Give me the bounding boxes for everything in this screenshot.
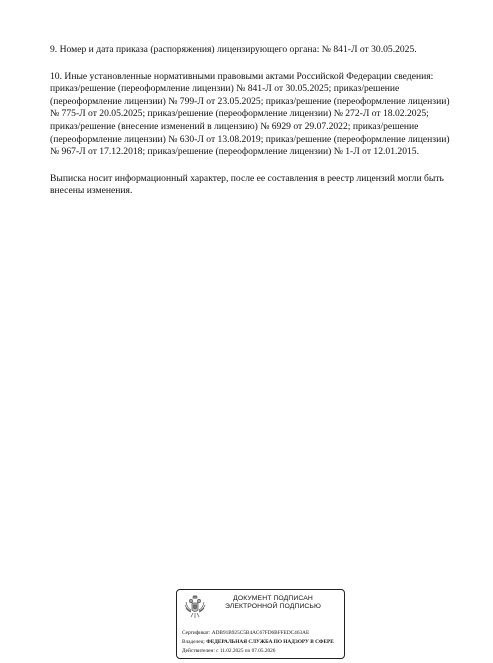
validity-value: 11.02.2025 по 07.05.2026 (219, 648, 276, 654)
stamp-title-line-2: ЭЛЕКТРОННОЙ ПОДПИСЬЮ (225, 603, 321, 611)
certificate-value: ADB91B925C5B4AC67FD6BFFEDC463AE (211, 630, 310, 636)
owner-value: ФЕДЕРАЛЬНАЯ СЛУЖБА ПО НАДЗОРУ В СФЕРЕ (206, 639, 334, 645)
stamp-title-line-1: ДОКУМЕНТ ПОДПИСАН (233, 595, 313, 602)
disclaimer-paragraph: Выписка носит информационный характер, после ее составления в реестр лицензий могли быть внесены изменения. (50, 172, 444, 197)
validity-label: Действителен: с (182, 648, 219, 654)
certificate-label: Сертификат: (182, 630, 211, 636)
validity-line (182, 648, 345, 654)
owner-label: Владелец: (182, 639, 205, 645)
electronic-signature-stamp (176, 589, 345, 659)
certificate-line (182, 630, 345, 636)
double-headed-eagle-emblem-icon (183, 594, 207, 622)
owner-line (182, 639, 345, 645)
stamp-title (205, 595, 341, 612)
other-information-paragraph: 10. Иные установленные нормативными правовыми актами Российской Федерации сведения: приказ/решение (переоформление лицензии) № 841-Л от 30.05.2025; приказ/решение (переоформление лицензии) № 799-Л от 23.05.2025; приказ/решение (переоформление лицензии) № 775-Л от 20.05.2025; приказ/решение (переоформление лицензии) № 272-Л от 18.02.2025; приказ/решение (внесение изменений в лицензию) № 6929 от 29.07.2022; приказ/решение (переоформление лицензии) № 630-Л от 13.08.2019; приказ/решение (переоформление лицензии) № 967-Л от 17.12.2018; приказ/решение (переоформление лицензии) № 1-Л от 12.01.2015. (50, 70, 450, 158)
document-body (50, 44, 460, 212)
order-number-paragraph: 9. Номер и дата приказа (распоряжения) лицензирующего органа: № 841-Л от 30.05.2025. (50, 44, 417, 55)
